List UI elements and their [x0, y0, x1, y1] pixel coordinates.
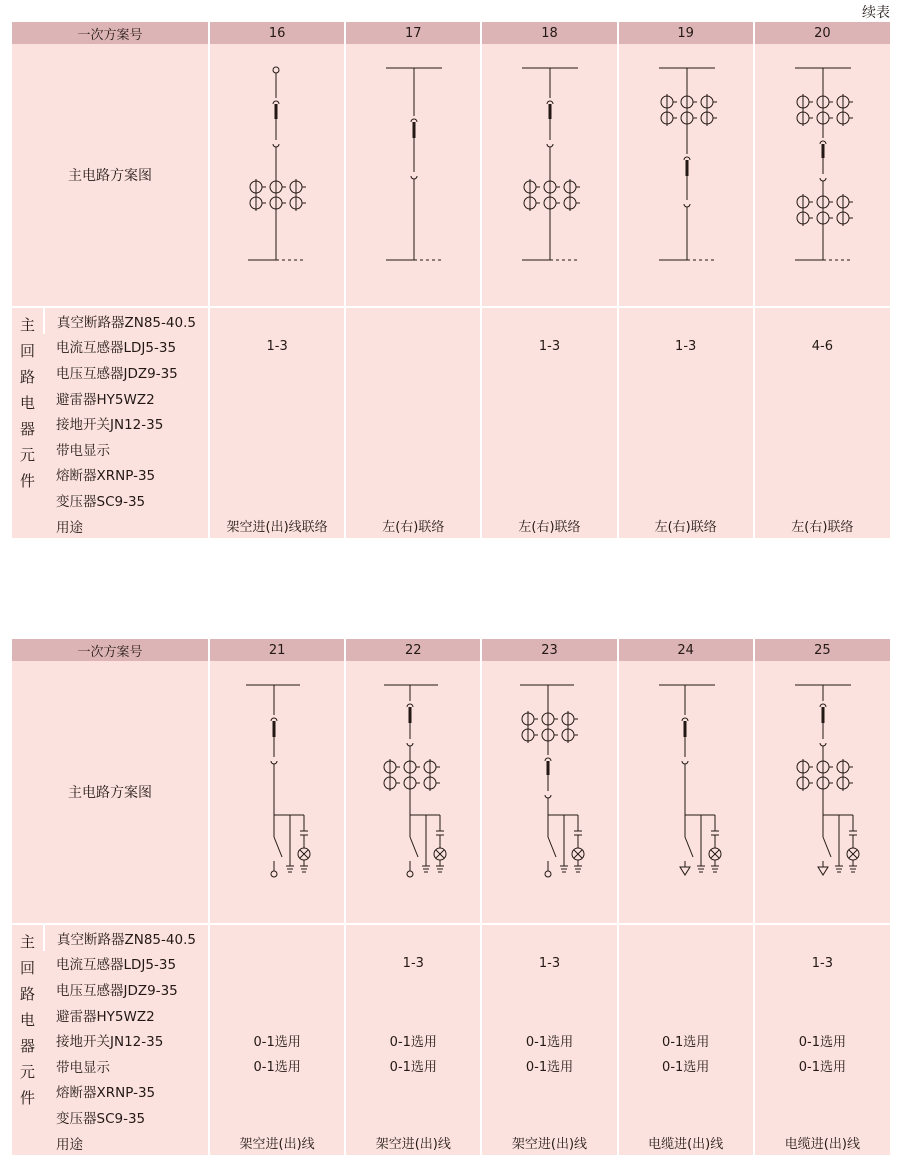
row-label: 避雷器HY5WZ2: [44, 385, 209, 411]
cell: [345, 487, 481, 513]
cell: [618, 308, 754, 334]
row-label: 避雷器HY5WZ2: [44, 1002, 209, 1028]
scheme-number: 18: [481, 22, 617, 44]
circuit-diagram-19: [618, 44, 754, 306]
component-row: [12, 410, 890, 436]
usage-cell: 架空进(出)线: [481, 1130, 617, 1156]
cell: [481, 359, 617, 385]
scheme-table-2: [12, 639, 890, 1155]
scheme-number: 24: [618, 639, 754, 661]
component-row: [12, 487, 890, 513]
cell: [345, 385, 481, 411]
cell: [345, 925, 481, 951]
component-row: [12, 308, 890, 334]
scheme-number: 22: [345, 639, 481, 661]
cell: [618, 1002, 754, 1028]
cell: [209, 976, 345, 1002]
circuit-diagram-24: [618, 661, 754, 923]
diagram-row: [12, 661, 890, 923]
component-row: [12, 951, 890, 977]
component-row: [12, 925, 890, 951]
cell: [618, 410, 754, 436]
component-row: [12, 1053, 890, 1079]
cell: [209, 925, 345, 951]
cell: 4-6: [754, 334, 890, 360]
circuit-diagram-22: [345, 661, 481, 923]
row-label: 真空断路器ZN85-40.5: [44, 308, 209, 334]
row-label: 电流互感器LDJ5-35: [44, 951, 209, 977]
cell: [209, 487, 345, 513]
cell: [754, 308, 890, 334]
header-label: 一次方案号: [12, 639, 209, 661]
row-label: 电流互感器LDJ5-35: [44, 334, 209, 360]
cell: [481, 925, 617, 951]
usage-cell: 架空进(出)线: [209, 1130, 345, 1156]
cell: [481, 976, 617, 1002]
cell: [481, 487, 617, 513]
cell: 1-3: [209, 334, 345, 360]
cell: [754, 925, 890, 951]
cell: [754, 487, 890, 513]
cell: [481, 308, 617, 334]
header-row: [12, 22, 890, 44]
cell: 0-1选用: [754, 1053, 890, 1079]
cell: [754, 436, 890, 462]
cell: 0-1选用: [618, 1027, 754, 1053]
diagram-label: 主电路方案图: [12, 661, 209, 923]
usage-row: [12, 1130, 890, 1156]
usage-cell: 电缆进(出)线: [618, 1130, 754, 1156]
cell: [754, 1079, 890, 1105]
usage-cell: 左(右)联络: [618, 513, 754, 539]
cell: [618, 976, 754, 1002]
cell: [754, 462, 890, 488]
cell: 1-3: [754, 951, 890, 977]
cell: [345, 436, 481, 462]
cell: [345, 1079, 481, 1105]
cell: 0-1选用: [618, 1053, 754, 1079]
cell: [209, 308, 345, 334]
group-label: 主 回 路 电 器 元 件: [12, 925, 44, 1155]
cell: 1-3: [481, 951, 617, 977]
cell: [754, 1104, 890, 1130]
group-label: 主 回 路 电 器 元 件: [12, 308, 44, 538]
cell: 0-1选用: [345, 1027, 481, 1053]
cell: [618, 385, 754, 411]
circuit-diagram-20: [754, 44, 890, 306]
cell: 0-1选用: [209, 1053, 345, 1079]
cell: [345, 976, 481, 1002]
diagram-row: [12, 44, 890, 306]
component-row: [12, 334, 890, 360]
row-label: 带电显示: [44, 1053, 209, 1079]
cell: [754, 359, 890, 385]
component-row: [12, 1104, 890, 1130]
scheme-number: 19: [618, 22, 754, 44]
scheme-number: 16: [209, 22, 345, 44]
component-row: [12, 976, 890, 1002]
cell: [209, 462, 345, 488]
cell: [618, 951, 754, 977]
cell: 0-1选用: [481, 1053, 617, 1079]
continued-label: 续表: [862, 5, 890, 21]
scheme-number: 17: [345, 22, 481, 44]
usage-label: 用途: [44, 1130, 209, 1156]
usage-cell: 左(右)联络: [754, 513, 890, 539]
row-label: 变压器SC9-35: [44, 487, 209, 513]
cell: [481, 1079, 617, 1105]
circuit-diagram-16: [209, 44, 345, 306]
usage-cell: 架空进(出)线: [345, 1130, 481, 1156]
cell: [618, 487, 754, 513]
cell: [754, 410, 890, 436]
row-label: 带电显示: [44, 436, 209, 462]
cell: [481, 436, 617, 462]
cell: 0-1选用: [209, 1027, 345, 1053]
component-row: [12, 436, 890, 462]
cell: [481, 462, 617, 488]
component-row: [12, 1079, 890, 1105]
scheme-number: 23: [481, 639, 617, 661]
cell: [345, 1002, 481, 1028]
cell: [209, 1079, 345, 1105]
circuit-diagram-17: [345, 44, 481, 306]
cell: [618, 462, 754, 488]
cell: [481, 410, 617, 436]
cell: 0-1选用: [345, 1053, 481, 1079]
row-label: 真空断路器ZN85-40.5: [44, 925, 209, 951]
row-label: 电压互感器JDZ9-35: [44, 359, 209, 385]
component-row: [12, 1002, 890, 1028]
cell: [209, 410, 345, 436]
cell: [754, 1002, 890, 1028]
cell: [754, 385, 890, 411]
cell: 0-1选用: [754, 1027, 890, 1053]
cell: [618, 1104, 754, 1130]
circuit-diagram-21: [209, 661, 345, 923]
row-label: 熔断器XRNP-35: [44, 1079, 209, 1105]
scheme-table-1: [12, 22, 890, 538]
cell: [481, 1104, 617, 1130]
row-label: 变压器SC9-35: [44, 1104, 209, 1130]
cell: [754, 976, 890, 1002]
usage-cell: 左(右)联络: [481, 513, 617, 539]
cell: [209, 359, 345, 385]
cell: [618, 925, 754, 951]
cell: [209, 951, 345, 977]
cell: [481, 385, 617, 411]
usage-label: 用途: [44, 513, 209, 539]
cell: [345, 462, 481, 488]
cell: [209, 436, 345, 462]
row-label: 熔断器XRNP-35: [44, 462, 209, 488]
cell: 1-3: [618, 334, 754, 360]
usage-row: [12, 513, 890, 539]
row-label: 电压互感器JDZ9-35: [44, 976, 209, 1002]
cell: 0-1选用: [481, 1027, 617, 1053]
component-row: [12, 462, 890, 488]
circuit-diagram-18: [481, 44, 617, 306]
component-row: [12, 385, 890, 411]
cell: [345, 359, 481, 385]
component-row: [12, 1027, 890, 1053]
usage-cell: 左(右)联络: [345, 513, 481, 539]
cell: [209, 1002, 345, 1028]
header-label: 一次方案号: [12, 22, 209, 44]
row-label: 接地开关JN12-35: [44, 1027, 209, 1053]
cell: [618, 436, 754, 462]
cell: [481, 1002, 617, 1028]
scheme-number: 21: [209, 639, 345, 661]
cell: [209, 1104, 345, 1130]
scheme-number: 20: [754, 22, 890, 44]
cell: [618, 359, 754, 385]
diagram-label: 主电路方案图: [12, 44, 209, 306]
cell: [345, 308, 481, 334]
usage-cell: 架空进(出)线联络: [209, 513, 345, 539]
cell: [345, 410, 481, 436]
cell: [345, 1104, 481, 1130]
header-row: [12, 639, 890, 661]
cell: [618, 1079, 754, 1105]
cell: 1-3: [481, 334, 617, 360]
circuit-diagram-23: [481, 661, 617, 923]
row-label: 接地开关JN12-35: [44, 410, 209, 436]
cell: [209, 385, 345, 411]
cell: [345, 334, 481, 360]
usage-cell: 电缆进(出)线: [754, 1130, 890, 1156]
cell: 1-3: [345, 951, 481, 977]
circuit-diagram-25: [754, 661, 890, 923]
component-row: [12, 359, 890, 385]
scheme-number: 25: [754, 639, 890, 661]
